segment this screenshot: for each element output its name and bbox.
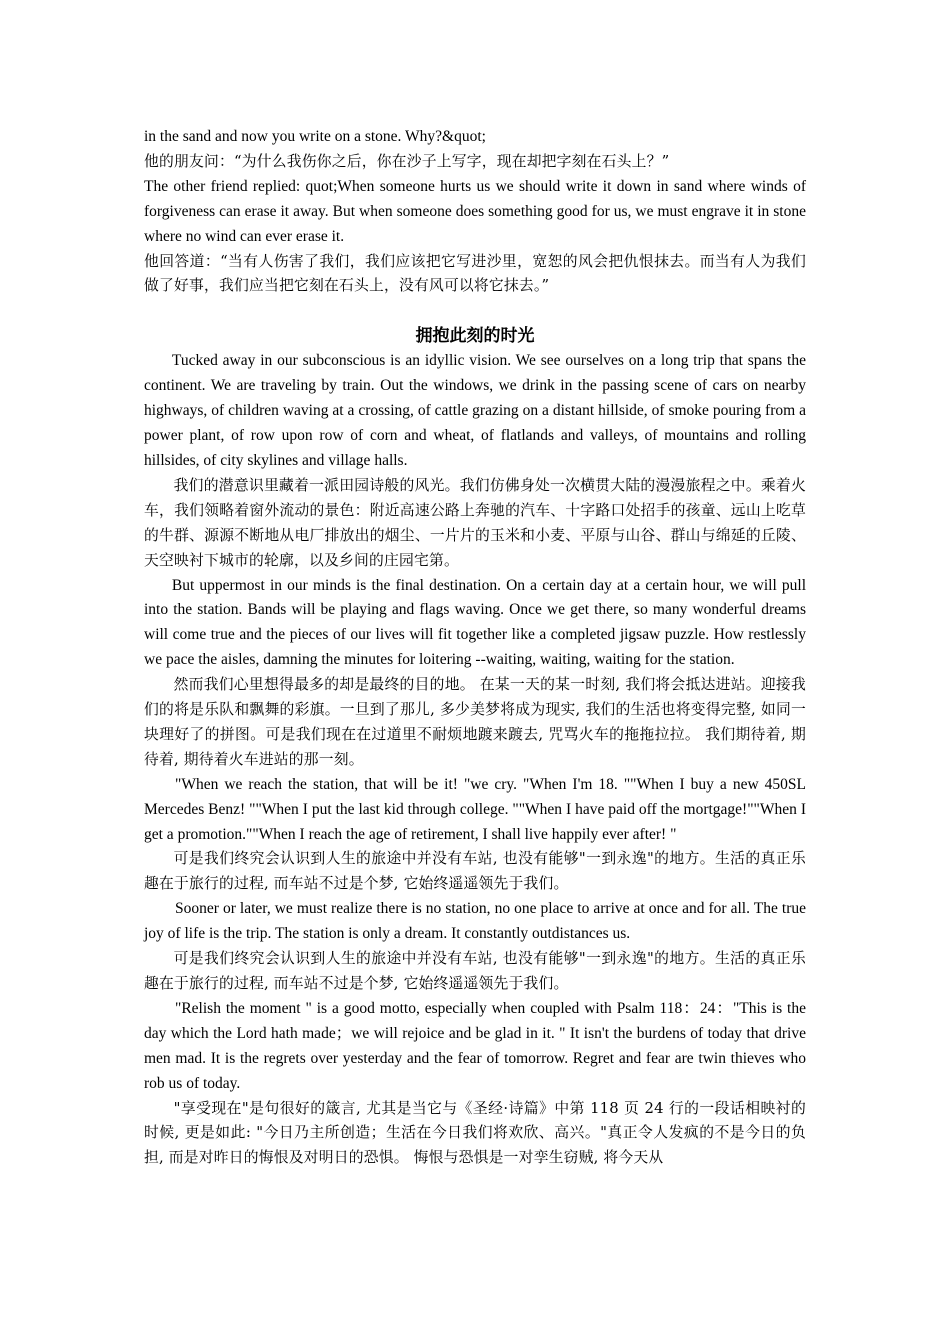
paragraph-en-5: "Relish the moment " is a good motto, especially when coupled with Psalm 118：24："This is the day which the Lord hath made；we will rejoice and be glad in it. " It isn't the burdens of today that drive men mad. It is the regrets over yesterday and the fear of tomorrow. Regret and fear are twin thieves who rob us of today.: [144, 999, 806, 1092]
paragraph-cn-1: 我们的潜意识里藏着一派田园诗般的风光。我们仿佛身处一次横贯大陆的漫漫旅程之中。乘着火车，我们领略着窗外流动的景色：附近高速公路上奔驰的汽车、十字路口处招手的孩童、远山上吃草的牛群、源源不断地从电厂排放出的烟尘、一片片的玉米和小麦、平原与山谷、群山与绵延的丘陵、天空映衬下城市的轮廓，以及乡间的庄园宅第。: [144, 476, 806, 569]
paragraph-en-1: Tucked away in our subconscious is an idyllic vision. We see ourselves on a long trip that spans the continent. We are traveling by train. Out the windows, we drink in the passing scene of cars on nearby highways, of children waving at a crossing, of cattle grazing on a distant hillside, of smoke pouring from a power plant, of row upon row of corn and wheat, of flatlands and valleys, of mountains and rolling hillsides, of city skylines and village halls.: [144, 352, 806, 469]
paragraph-en-reply: The other friend replied: quot;When someone hurts us we should write it down in sand where winds of forgiveness can erase it away. But when someone does something good for us, we must engrave it in stone where no wind can ever erase it.: [144, 177, 806, 245]
paragraph-cn-3: 可是我们终究会认识到人生的旅途中并没有车站, 也没有能够"一到永逸"的地方。生活的真正乐趣在于旅行的过程, 而车站不过是个梦, 它始终遥遥领先于我们。: [144, 850, 806, 893]
paragraph-cn-5: "享受现在"是句很好的箴言, 尤其是当它与《圣经·诗篇》中第 118 页 24 行的一段话相映衬的时候, 更是如此: "今日乃主所创造；生活在今日我们将欢欣、高兴。"真正令人发疯的不是今日的负担, 而是对昨日的悔恨及对明日的恐惧。 悔恨与恐惧是一对孪生窃贼, 将今天从: [144, 1099, 806, 1167]
document-page: [144, 125, 806, 1171]
paragraph-en-3: "When we reach the station, that will be it! "we cry. "When I'm 18. ""When I buy a new 450SL Mercedes Benz! ""When I put the last kid through college. ""When I have paid off the mortgage!""When I get a promotion.""When I reach the age of retirement, I shall live happily ever after! ": [144, 775, 806, 843]
paragraph-en-line: in the sand and now you write on a stone. Why?&quot;: [144, 128, 486, 145]
section-title: 拥抱此刻的时光: [415, 326, 535, 347]
paragraph-cn-reply: 他回答道：“当有人伤害了我们，我们应该把它写进沙里，宽恕的风会把仇恨抹去。而当有人为我们做了好事，我们应当把它刻在石头上，没有风可以将它抹去。”: [144, 252, 806, 295]
paragraph-en-4: Sooner or later, we must realize there is no station, no one place to arrive at once and for all. The true joy of life is the trip. The station is only a dream. It constantly outdistances us.: [144, 900, 806, 943]
paragraph-en-2: But uppermost in our minds is the final destination. On a certain day at a certain hour, we will pull into the station. Bands will be playing and flags waving. Once we get there, so many wonderful dreams will come true and the pieces of our lives will fit together like a completed jigsaw puzzle. How restlessly we pace the aisles, damning the minutes for loitering --waiting, waiting, waiting for the station.: [144, 576, 806, 669]
paragraph-cn-4: 可是我们终究会认识到人生的旅途中并没有车站, 也没有能够"一到永逸"的地方。生活的真正乐趣在于旅行的过程, 而车站不过是个梦, 它始终遥遥领先于我们。: [144, 950, 806, 992]
paragraph-cn-friend-question: 他的朋友问：“为什么我伤你之后，你在沙子上写字，现在却把字刻在石头上？”: [144, 152, 670, 170]
paragraph-cn-2: 然而我们心里想得最多的却是最终的目的地。 在某一天的某一时刻, 我们将会抵达进站。迎接我们的将是乐队和飘舞的彩旗。一旦到了那儿, 多少美梦将成为现实, 我们的生活也将变得完整, 如同一块理好了的拼图。可是我们现在在过道里不耐烦地踱来踱去, 咒骂火车的拖拖拉拉。 我们期待着, 期待着, 期待着火车进站的那一刻。: [144, 676, 806, 768]
